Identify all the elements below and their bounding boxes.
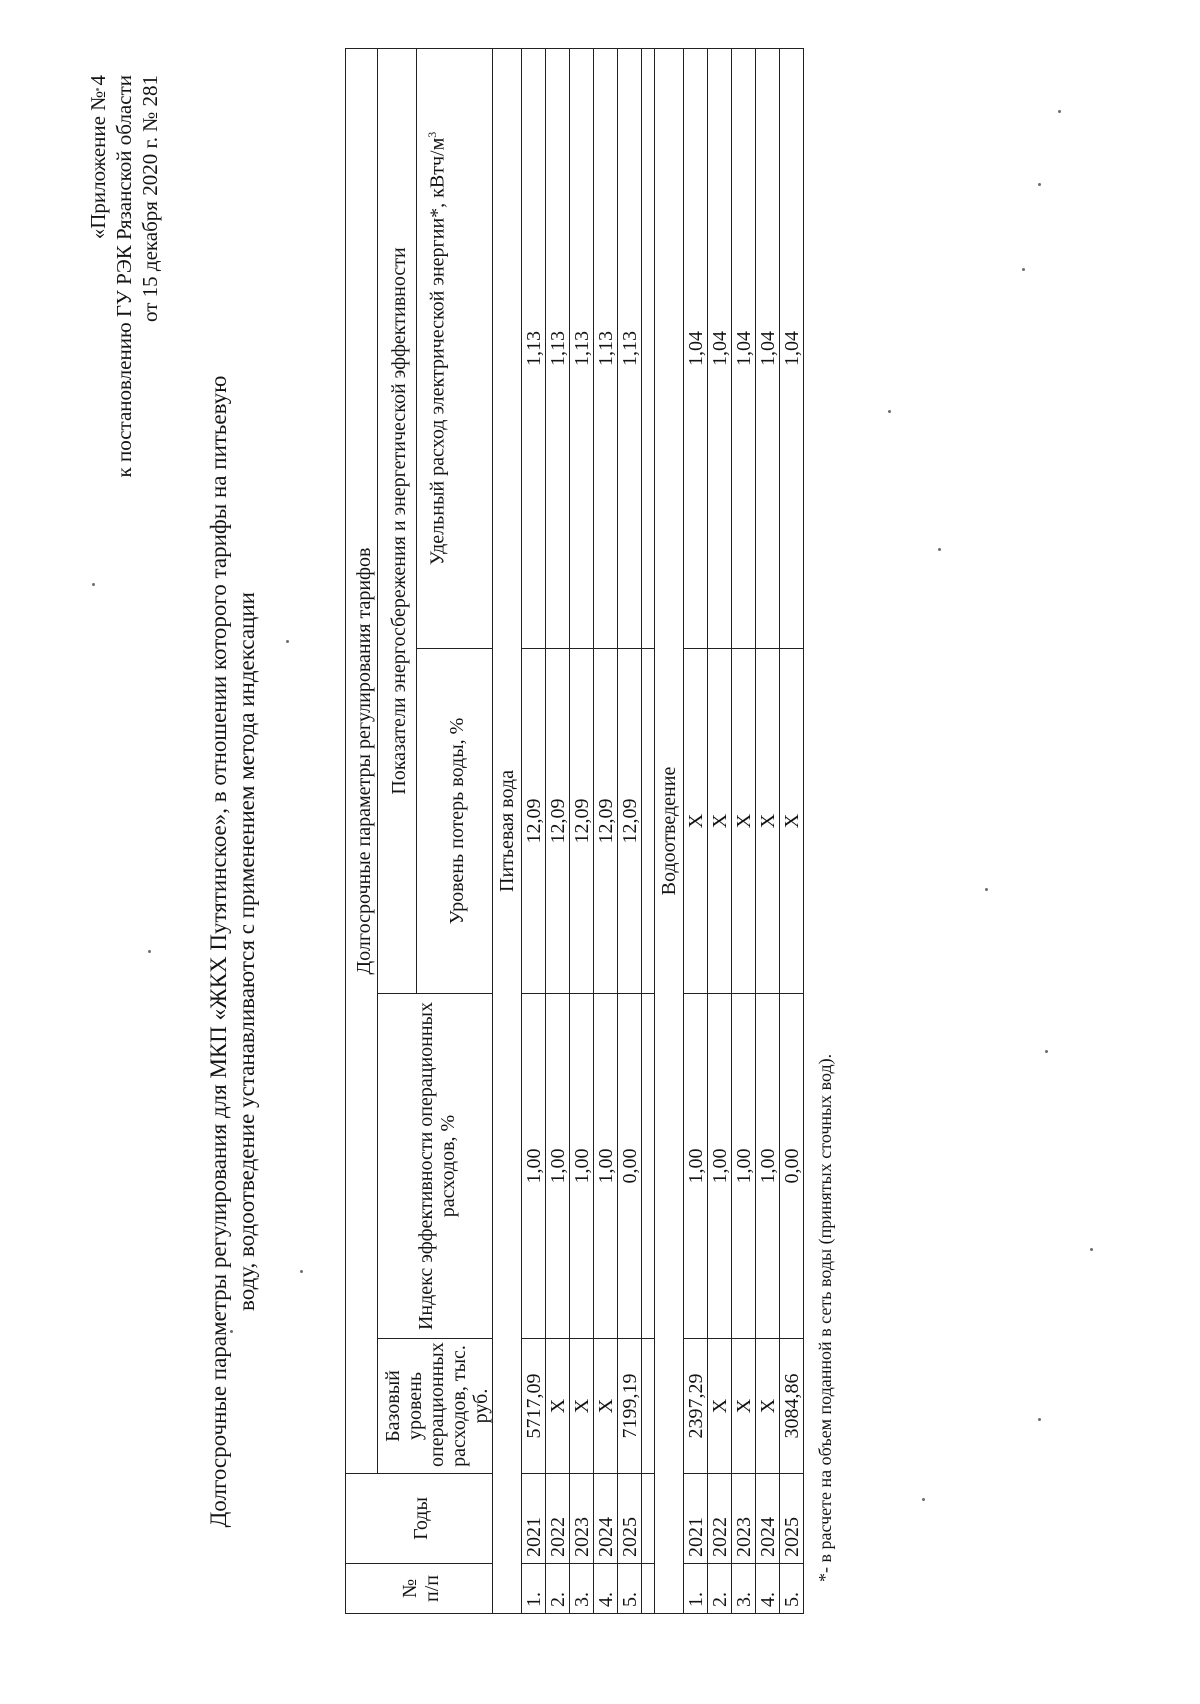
appendix-line: «Приложение № 4 bbox=[86, 75, 110, 240]
cell-year: 2021 bbox=[522, 1474, 546, 1564]
cell-losses: Х bbox=[756, 649, 780, 994]
cell-year: 2024 bbox=[756, 1474, 780, 1564]
cell-num: 4. bbox=[756, 1564, 780, 1614]
cell-index: 1,00 bbox=[522, 994, 546, 1339]
appendix-header bbox=[85, 75, 163, 477]
table-row bbox=[756, 49, 780, 1614]
table-row bbox=[546, 49, 570, 1614]
title-line: воду, водоотведение устанавливаются с применением метода индексации bbox=[234, 592, 259, 1311]
cell-losses: Х bbox=[732, 649, 756, 994]
cell-year: 2023 bbox=[570, 1474, 594, 1564]
section-title: Водоотведение bbox=[655, 49, 684, 1614]
cell-year: 2023 bbox=[732, 1474, 756, 1564]
header-group: Долгосрочные параметры регулирования тарифов bbox=[346, 49, 378, 1474]
cell-specific: 1,13 bbox=[594, 49, 618, 649]
cell-year: 2025 bbox=[780, 1474, 804, 1564]
cell-specific: 1,13 bbox=[618, 49, 642, 649]
cell-losses: Х bbox=[780, 649, 804, 994]
cell-losses: Х bbox=[708, 649, 732, 994]
cell-year: 2022 bbox=[708, 1474, 732, 1564]
cell-num: 4. bbox=[594, 1564, 618, 1614]
header-base: Базовый уровень операционных расходов, тыс. руб. bbox=[378, 1339, 493, 1474]
cell-index: 1,00 bbox=[594, 994, 618, 1339]
cell-losses: Х bbox=[684, 649, 708, 994]
cell-losses: 12,09 bbox=[570, 649, 594, 994]
cell-index: 1,00 bbox=[756, 994, 780, 1339]
cell-specific: 1,13 bbox=[522, 49, 546, 649]
cell-index: 1,00 bbox=[708, 994, 732, 1339]
cell-index: 1,00 bbox=[570, 994, 594, 1339]
parameters-table bbox=[345, 48, 804, 1614]
table-spacer-row bbox=[642, 49, 655, 1614]
header-num: № п/п bbox=[346, 1564, 493, 1614]
cell-specific: 1,04 bbox=[780, 49, 804, 649]
table-row bbox=[780, 49, 804, 1614]
cell-base: Х bbox=[594, 1339, 618, 1474]
cell-specific: 1,04 bbox=[732, 49, 756, 649]
cell-num: 5. bbox=[780, 1564, 804, 1614]
cell-index: 0,00 bbox=[780, 994, 804, 1339]
cell-specific: 1,13 bbox=[570, 49, 594, 649]
cell-specific: 1,04 bbox=[684, 49, 708, 649]
table-row bbox=[708, 49, 732, 1614]
section-title: Питьевая вода bbox=[493, 49, 522, 1614]
cell-losses: 12,09 bbox=[522, 649, 546, 994]
cell-losses: 12,09 bbox=[546, 649, 570, 994]
cell-num: 3. bbox=[570, 1564, 594, 1614]
cell-base: Х bbox=[756, 1339, 780, 1474]
cell-year: 2022 bbox=[546, 1474, 570, 1564]
cell-base: 7199,19 bbox=[618, 1339, 642, 1474]
cell-base: Х bbox=[708, 1339, 732, 1474]
cell-num: 2. bbox=[708, 1564, 732, 1614]
title-line: Долгосрочные параметры регулирования для МКП «ЖКХ Путятинское», в отношении которого тарифы на питьевую bbox=[206, 375, 231, 1528]
cell-base: 3084,86 bbox=[780, 1339, 804, 1474]
cell-year: 2024 bbox=[594, 1474, 618, 1564]
cell-index: 1,00 bbox=[546, 994, 570, 1339]
cell-num: 1. bbox=[684, 1564, 708, 1614]
appendix-line: от 15 декабря 2020 г. № 281 bbox=[138, 75, 162, 322]
cell-num: 5. bbox=[618, 1564, 642, 1614]
table-row bbox=[684, 49, 708, 1614]
cell-losses: 12,09 bbox=[618, 649, 642, 994]
table-row bbox=[570, 49, 594, 1614]
header-years: Годы bbox=[346, 1474, 493, 1564]
cell-specific: 1,13 bbox=[546, 49, 570, 649]
table-row bbox=[594, 49, 618, 1614]
cell-base: 5717,09 bbox=[522, 1339, 546, 1474]
header-specific-text: Удельный расход электрической энергии*, кВтч/м bbox=[426, 137, 449, 566]
cell-index: 0,00 bbox=[618, 994, 642, 1339]
table-row bbox=[522, 49, 546, 1614]
cell-num: 1. bbox=[522, 1564, 546, 1614]
cell-specific: 1,04 bbox=[708, 49, 732, 649]
cell-specific: 1,04 bbox=[756, 49, 780, 649]
cell-base: 2397,29 bbox=[684, 1339, 708, 1474]
header-losses: Уровень потерь воды, % bbox=[417, 649, 493, 994]
cell-base: Х bbox=[732, 1339, 756, 1474]
cell-num: 3. bbox=[732, 1564, 756, 1614]
header-energy-group: Показатели энергосбережения и энергетической эффективности bbox=[378, 49, 417, 994]
table-row bbox=[618, 49, 642, 1614]
cell-losses: 12,09 bbox=[594, 649, 618, 994]
cell-num: 2. bbox=[546, 1564, 570, 1614]
cell-base: Х bbox=[546, 1339, 570, 1474]
header-specific-sup: 3 bbox=[425, 131, 440, 138]
document-title bbox=[205, 284, 261, 1619]
appendix-line: к постановлению ГУ РЭК Рязанской области bbox=[112, 75, 136, 478]
cell-base: Х bbox=[570, 1339, 594, 1474]
header-index: Индекс эффективности операционных расходов, % bbox=[378, 994, 493, 1339]
cell-index: 1,00 bbox=[732, 994, 756, 1339]
footnote: *- в расчете на объем поданной в сеть воды (принятых сточных вод). bbox=[815, 1053, 835, 1582]
cell-year: 2025 bbox=[618, 1474, 642, 1564]
cell-year: 2021 bbox=[684, 1474, 708, 1564]
cell-index: 1,00 bbox=[684, 994, 708, 1339]
header-specific bbox=[417, 49, 493, 649]
table-row bbox=[732, 49, 756, 1614]
